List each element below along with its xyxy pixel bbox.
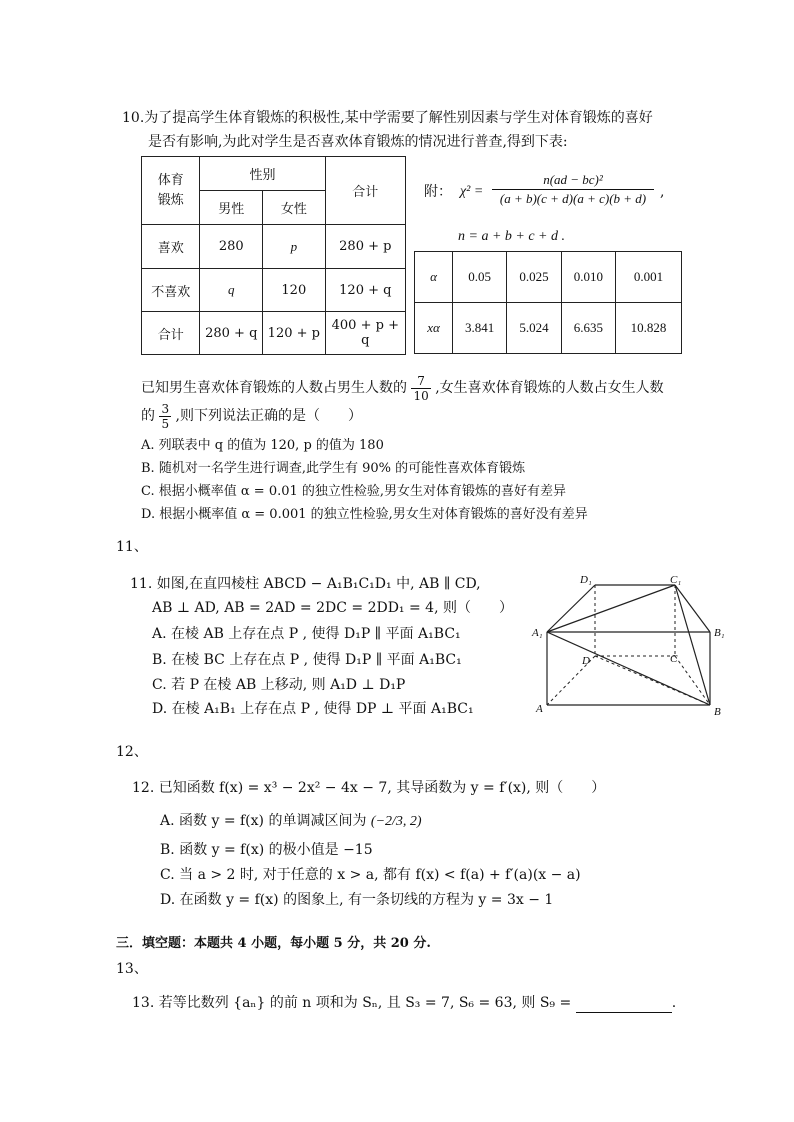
alpha-value: 0.025 [507,252,561,303]
x-alpha-header: xα [415,303,453,354]
table-row: 喜欢 280 p 280 + p [142,225,406,269]
label-b1: B₁ [714,627,725,639]
q12-option-a: A. 函数 y = f(x) 的单调减区间为 (−2/3, 2) [160,813,422,829]
decreasing-interval: (−2/3, 2) [370,814,422,829]
q11-option-d: D. 在棱 A₁B₁ 上存在点 P , 使得 DP ⊥ 平面 A₁BC₁ [152,701,474,717]
label-b: B [714,706,721,718]
chi-square-fraction [492,172,654,207]
table-row: 不喜欢 q 120 120 + q [142,269,406,312]
chi-square-symbol: χ² = [460,184,484,199]
q10-stem-line1: 10.为了提高学生体育锻炼的积极性,某中学需要了解性别因素与学生对体育锻炼的喜好 [122,110,653,126]
appendix-label: 附： [424,184,452,200]
q10-given-line1: 已知男生喜欢体育锻炼的人数占男生人数的 $\frac{7}{10}$ ,女生喜欢体育锻炼的人数占女生人数 [141,373,664,403]
edge-a1c1 [547,585,675,632]
q12-option-b: B. 函数 y = f(x) 的极小值是 −15 [160,842,373,858]
section-3-heading: 三．填空题：本题共 4 小题，每小题 5 分，共 20 分. [116,936,431,951]
label-a: A [536,703,543,715]
question-label-13: 13、 [116,961,148,977]
alpha-value: 0.05 [453,252,507,303]
label-c: C [670,653,678,665]
x-value: 6.635 [561,303,615,354]
q12-option-d: D. 在函数 y = f(x) 的图象上, 有一条切线的方程为 y = 3x − 1 [160,892,554,908]
alpha-header: α [415,252,453,303]
q10-option-b: B. 随机对一名学生进行调查,此学生有 90% 的可能性喜欢体育锻炼 [141,461,526,476]
q12-stem: 12. 已知函数 f(x) = x³ − 2x² − 4x − 7, 其导函数为 y = f′(x), 则（ ） [132,780,606,796]
q11-option-b: B. 在棱 BC 上存在点 P , 使得 D₁P ∥ 平面 A₁BC₁ [152,652,462,668]
edge-d1a1 [547,585,595,632]
q11-option-a: A. 在棱 AB 上存在点 P , 使得 D₁P ∥ 平面 A₁BC₁ [152,626,461,642]
q12-option-c: C. 当 a > 2 时, 对于任意的 x > a, 都有 f(x) < f(a) + f′(a)(x − a) [160,867,581,883]
question-label-12: 12、 [116,744,148,760]
table-male-header: 男性 [200,191,263,225]
fraction-3-5: $\frac{3}{5}$ [161,401,170,431]
contingency-table [141,156,406,355]
n-definition: n = a + b + c + d . [458,229,566,244]
answer-blank[interactable] [576,998,672,1013]
q11-stem-line1: 11. 如图,在直四棱柱 ABCD − A₁B₁C₁D₁ 中, AB ∥ CD, [130,576,481,592]
alpha-value: 0.001 [615,252,681,303]
q10-option-d: D. 根据小概率值 α = 0.001 的独立性检验,男女生对体育锻炼的喜好没有差异 [141,507,588,522]
question-label-11: 11、 [116,539,148,555]
x-value: 10.828 [615,303,681,354]
table-corner: 体育 锻炼 [142,157,200,225]
x-value: 3.841 [453,303,507,354]
chi-numerator: n(ad − bc)² [492,172,654,190]
q10-stem-line2: 是否有影响,为此对学生是否喜欢体育锻炼的情况进行普查,得到下表: [148,134,568,150]
critical-value-table [414,251,682,354]
formula-comma: , [660,184,665,200]
table-total-header: 合计 [325,157,405,225]
prism-figure [530,570,730,720]
label-d1: D₁ [580,574,592,586]
label-d: D [582,655,590,667]
q11-option-c: C. 若 P 在棱 AB 上移动, 则 A₁D ⊥ D₁P [152,677,406,693]
q11-stem-line2: AB ⊥ AD, AB = 2AD = 2DC = 2DD₁ = 4, 则（ ） [152,600,513,616]
fraction-7-10: $\frac{7}{10}$ [413,373,429,403]
label-c1: C₁ [670,574,682,586]
edge-c1b1 [675,585,710,632]
alpha-value: 0.010 [561,252,615,303]
chi-denominator: (a + b)(c + d)(a + c)(b + d) [499,191,647,206]
q10-option-a: A. 列联表中 q 的值为 120, p 的值为 180 [141,438,384,453]
table-female-header: 女性 [263,191,326,225]
table-row: 合计 280 + q 120 + p 400 + p + q [142,312,406,355]
x-value: 5.024 [507,303,561,354]
q10-given-line2: 的 $\frac{3}{5}$ ,则下列说法正确的是（ ） [141,401,362,431]
q10-option-c: C. 根据小概率值 α = 0.01 的独立性检验,男女生对体育锻炼的喜好有差异 [141,484,567,499]
q13-stem: 13. 若等比数列 {aₙ} 的前 n 项和为 Sₙ, 且 S₃ = 7, S₆ = 63, 则 S₉ = . [132,995,677,1011]
table-gender-header: 性别 [200,157,325,191]
label-a1: A₁ [532,627,543,639]
edge-c1b [675,585,710,705]
